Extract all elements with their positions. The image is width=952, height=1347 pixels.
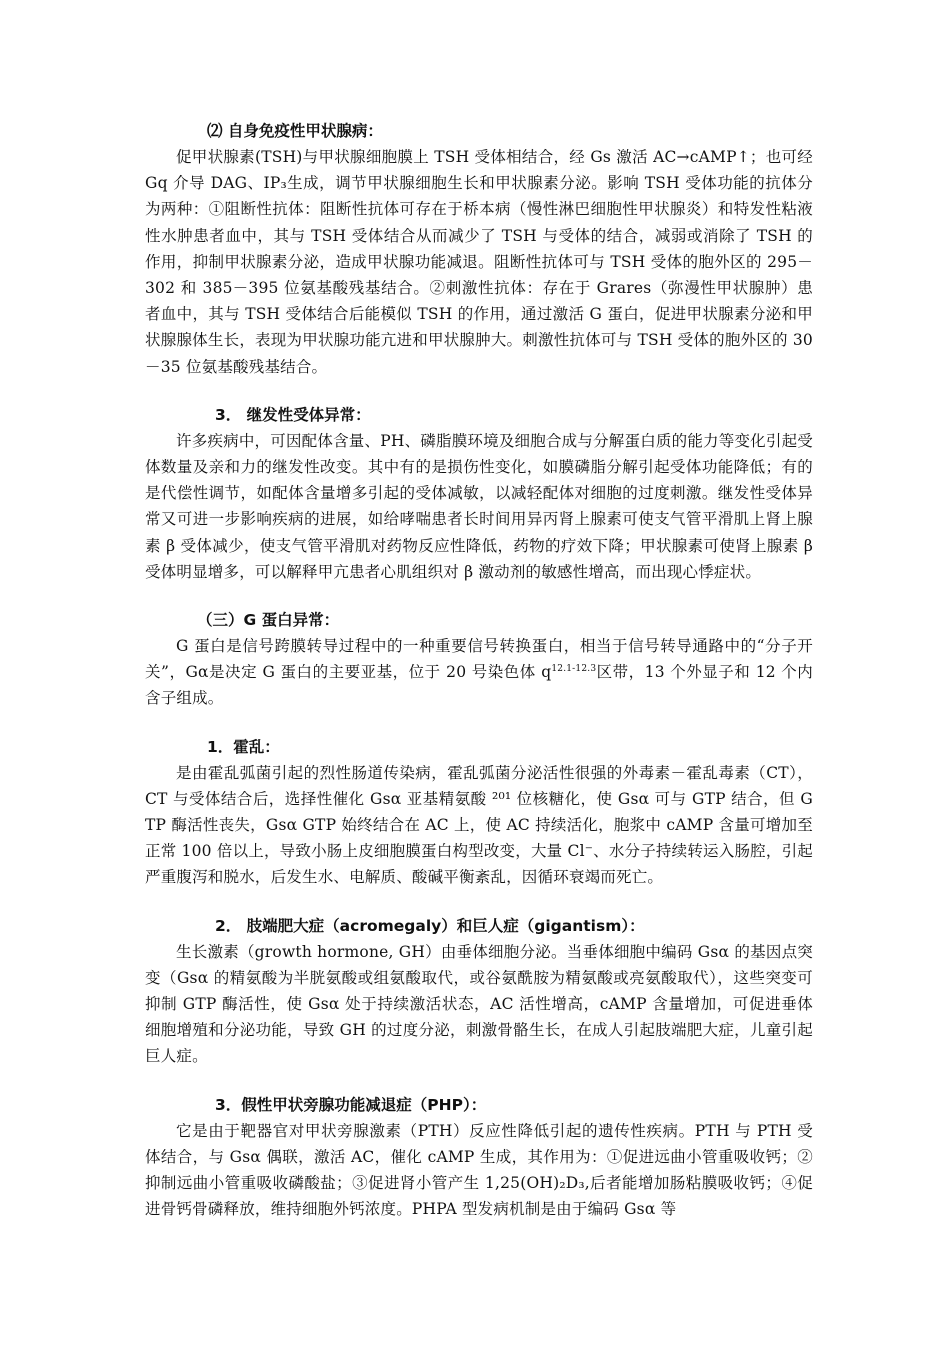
section-heading-cholera: 1．霍乱： (207, 737, 280, 756)
paragraph-g-protein: G 蛋白是信号跨膜转导过程中的一种重要信号转换蛋白，相当于信号转导通路中的“分子开关”，Gα是决定 G 蛋白的主要亚基，位于 20 号染色体 $q^{12.1-12.3}$区带，13 个外显子和 12 个内含子组成。 (145, 637, 813, 708)
paragraph-php: 它是由于靶器官对甲状旁腺激素（PTH）反应性降低引起的遗传性疾病。PTH 与 PTH 受体结合，与 Gsα 偶联，激活 AC，催化 cAMP 生成，其作用为：①促进远曲小管重吸收钙；②抑制远曲小管重吸收磷酸盐；③促进肾小管产生 1,25(OH)₂D₃,后者能增加肠粘膜吸收钙；④促进骨钙骨磷释放，维持细胞外钙浓度。PHPA 型发病机制是由于编码 Gsα 等 (145, 1121, 813, 1219)
section-heading-acromegaly: 2． 肢端肥大症（acromegaly）和巨人症（gigantism）： (215, 916, 645, 935)
paragraph-autoimmune-thyroid: 促甲状腺素(TSH)与甲状腺细胞膜上 TSH 受体相结合，经 Gs 激活 AC→cAMP↑；也可经 Gq 介导 DAG、IP₃生成，调节甲状腺细胞生长和甲状腺素分泌。影响 TSH 受体功能的抗体分为两种：①阻断性抗体：阻断性抗体可存在于桥本病（慢性淋巴细胞性甲状腺炎）和特发性粘液性水肿患者血中，其与 TSH 受体结合从而减少了 TSH 与受体的结合，减弱或消除了 TSH 的作用，抑制甲状腺素分泌，造成甲状腺功能减退。阻断性抗体可与 TSH 受体的胞外区的 295－302 和 385－395 位氨基酸残基结合。②刺激性抗体：存在于 Grares（弥漫性甲状腺肿）患者血中，其与 TSH 受体结合后能模似 TSH 的作用，通过激活 G 蛋白，促进甲状腺素分泌和甲状腺腺体生长，表现为甲状腺功能亢进和甲状腺肿大。刺激性抗体可与 TSH 受体的胞外区的 30－35 位氨基酸残基结合。 (145, 148, 813, 376)
section-heading-secondary-receptor: 3． 继发性受体异常： (215, 405, 371, 424)
paragraph-cholera: 是由霍乱弧菌引起的烈性肠道传染病，霍乱弧菌分泌活性很强的外毒素－霍乱毒素（CT），CT 与受体结合后，选择性催化 Gsα 亚基精氨酸 ²⁰¹ 位核糖化，使 Gsα 可与 GTP 结合，但 GTP 酶活性丧失，Gsα GTP 始终结合在 AC 上，使 AC 持续活化，胞浆中 cAMP 含量可增加至正常 100 倍以上，导致小肠上皮细胞膜蛋白构型改变，大量 Cl⁻、水分子持续转运入肠腔，引起严重腹泻和脱水，后发生水、电解质、酸碱平衡紊乱，因循环衰竭而死亡。 (145, 763, 813, 887)
paragraph-secondary-receptor: 许多疾病中，可因配体含量、PH、磷脂膜环境及细胞合成与分解蛋白质的能力等变化引起受体数量及亲和力的继发性改变。其中有的是损伤性变化，如膜磷脂分解引起受体功能降低；有的是代偿性调节，如配体含量增多引起的受体减敏，以减轻配体对细胞的过度刺激。继发性受体异常又可进一步影响疾病的进展，如给哮喘患者长时间用异丙肾上腺素可使支气管平滑肌上肾上腺素 β 受体减少，使支气管平滑肌对药物反应性降低，药物的疗效下降；甲状腺素可使肾上腺素 β 受体明显增多，可以解释甲亢患者心肌组织对 β 激动剂的敏感性增高，而出现心悸症状。 (145, 431, 813, 581)
section-heading-autoimmune-thyroid: ⑵ 自身免疫性甲状腺病： (207, 122, 383, 140)
section-heading-php: 3．假性甲状旁腺功能减退症（PHP）： (215, 1095, 487, 1114)
document-body (145, 118, 813, 1223)
paragraph-acromegaly: 生长激素（growth hormone, GH）由垂体细胞分泌。当垂体细胞中编码 Gsα 的基因点突变（Gsα 的精氨酸为半胱氨酸或组氨酸取代，或谷氨酰胺为精氨酸或亮氨酸取代），这些突变可抑制 GTP 酶活性，使 Gsα 处于持续激活状态，AC 活性增高，cAMP 含量增加，可促进垂体细胞增殖和分泌功能，导致 GH 的过度分泌，刺激骨骼生长，在成人引起肢端肥大症，儿童引起巨人症。 (145, 942, 813, 1066)
section-heading-g-protein: （三）G 蛋白异常： (197, 611, 340, 630)
